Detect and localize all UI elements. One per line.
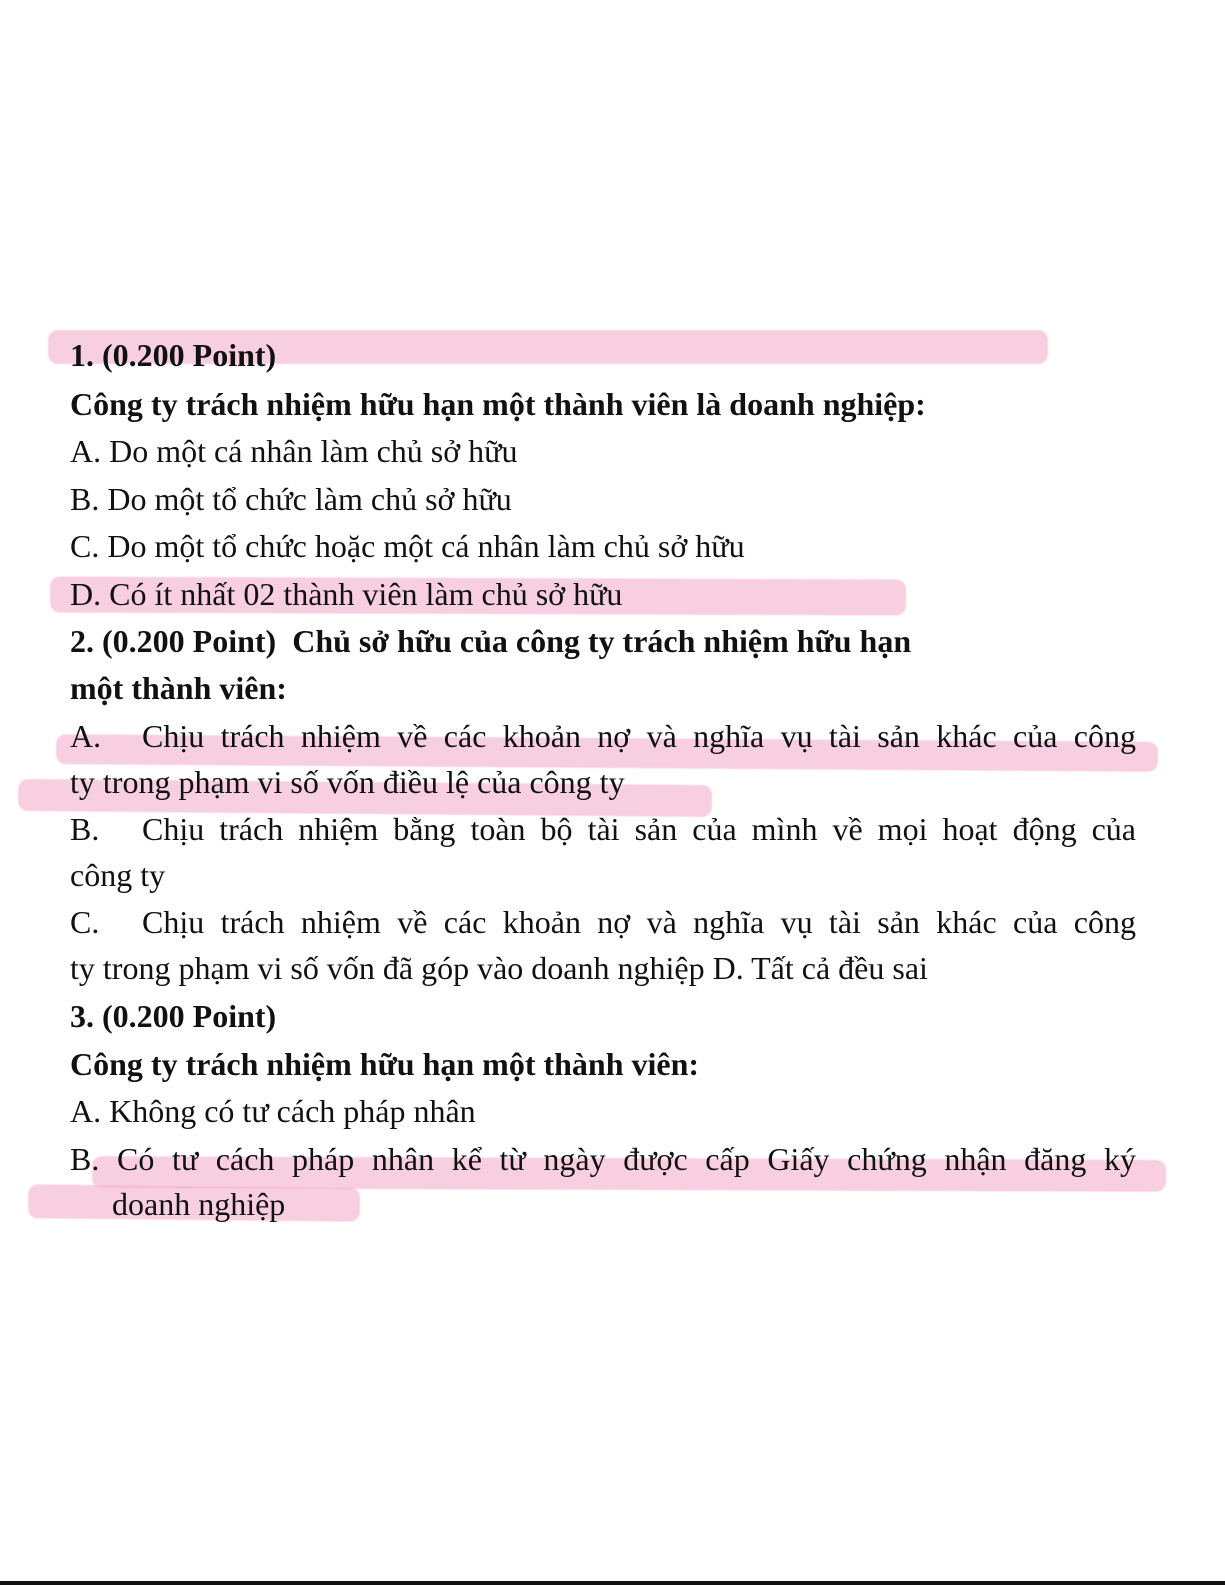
option-b: B. Có tư cách pháp nhân kể từ ngày được cấp Giấy chứng nhận đăng ký — [70, 1141, 1136, 1177]
option-text: Chịu trách nhiệm về các khoản nợ và nghĩa vụ tài sản khác của công — [142, 904, 1136, 940]
option-d: D. Có ít nhất 02 thành viên làm chủ sở hữu — [70, 576, 623, 612]
option-b-continued: doanh nghiệp — [112, 1186, 286, 1222]
option-a — [70, 716, 1136, 756]
question-header-line — [70, 621, 911, 661]
option-label: A. — [70, 718, 102, 754]
page-bottom-border — [0, 1581, 1225, 1585]
question-header: 2. (0.200 Point) — [70, 623, 277, 659]
option-text: Chịu trách nhiệm bằng toàn bộ tài sản của mình về mọi hoạt động của — [142, 811, 1136, 847]
question-stem: Công ty trách nhiệm hữu hạn một thành viên: — [70, 1046, 700, 1082]
option-c: C. Do một tổ chức hoặc một cá nhân làm chủ sở hữu — [70, 528, 745, 564]
option-b: B. Do một tổ chức làm chủ sở hữu — [70, 481, 512, 517]
option-label: C. — [70, 904, 100, 940]
option-b-continued: công ty — [70, 857, 166, 893]
option-label: B. — [70, 811, 100, 847]
question-header: 3. (0.200 Point) — [70, 998, 277, 1034]
option-c-continued: ty trong phạm vi số vốn đã góp vào doanh nghiệp D. Tất cả đều sai — [70, 950, 928, 986]
question-stem: Công ty trách nhiệm hữu hạn một thành viên là doanh nghiệp: — [70, 386, 926, 422]
question-header: 1. (0.200 Point) — [70, 337, 277, 373]
question-stem: Chủ sở hữu của công ty trách nhiệm hữu hạn — [292, 623, 912, 659]
option-a: A. Do một cá nhân làm chủ sở hữu — [70, 433, 518, 469]
option-b — [70, 809, 1136, 849]
option-text: Chịu trách nhiệm về các khoản nợ và nghĩa vụ tài sản khác của công — [142, 718, 1136, 754]
question-stem-continued: một thành viên: — [70, 670, 287, 706]
option-a: A. Không có tư cách pháp nhân — [70, 1093, 476, 1129]
option-c — [70, 902, 1136, 942]
option-a-continued: ty trong phạm vi số vốn điều lệ của công ty — [70, 764, 625, 800]
